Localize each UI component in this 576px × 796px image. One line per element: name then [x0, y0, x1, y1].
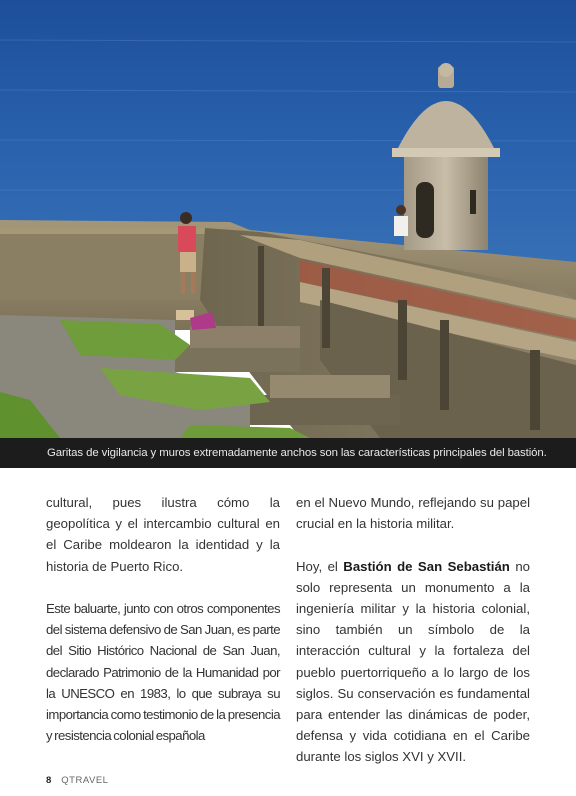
- left-paragraph-2: Este baluarte, junto con otros componentes del sistema defensivo de San Juan, es parte del Sitio Histórico Nacional de San Juan, declarado Patrimonio de la Humanidad por la UNESCO en 1983, lo que subraya su importancia como testimonio de la presencia y resistencia colonial española: [46, 601, 280, 744]
- bastion-name: Bastión de San Sebastián: [343, 558, 510, 574]
- right-paragraph-1: en el Nuevo Mundo, reflejando su papel crucial en la historia militar.: [296, 495, 530, 532]
- right-column: [296, 492, 530, 789]
- page-number: 8: [46, 775, 52, 786]
- right-paragraph-2-suffix: no solo representa un monumento a la ingeniería militar y la historia colonial, sino también un símbolo de la interacción cultural y la fortaleza del pueblo puertorriqueño a lo largo de los siglos. Su conservación es fundamental para entender las dinámicas de poder, defensa y vida cotidiana en el Caribe durante los siglos XVI y XVII.: [296, 558, 530, 765]
- photo-caption: Garitas de vigilancia y muros extremadamente anchos son las características principales del bastión.: [0, 438, 576, 468]
- page-footer: [46, 775, 108, 786]
- left-paragraph-1: cultural, pues ilustra cómo la geopolítica y el intercambio cultural en el Caribe moldearon la identidad y la historia de Puerto Rico.: [46, 495, 280, 574]
- right-paragraph-2-prefix: Hoy, el: [296, 558, 344, 574]
- left-column: [46, 492, 280, 768]
- right-paragraph-2: [296, 556, 530, 768]
- brand-label: QTRAVEL: [61, 775, 109, 786]
